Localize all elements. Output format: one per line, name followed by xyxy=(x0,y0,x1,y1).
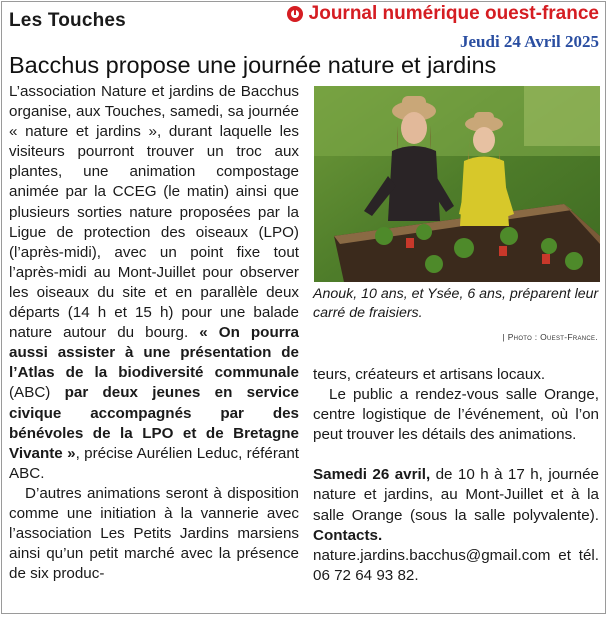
paragraph-5 xyxy=(313,465,599,586)
paragraph-3: teurs, créateurs et artisans locaux. xyxy=(313,366,546,383)
article-column-left xyxy=(9,82,299,584)
brand-name: Journal numérique ouest-france xyxy=(308,3,599,24)
paragraph-4: Le public a rendez-vous salle Orange, centre logistique de l’événement, où l’on peut trouver les détails des animations. xyxy=(313,386,599,444)
photo-credit: | Photo : Ouest-France. xyxy=(502,332,598,342)
paragraph-1 xyxy=(9,82,299,484)
article-photo xyxy=(314,86,600,282)
publication-date: Jeudi 24 Avril 2025 xyxy=(460,32,599,51)
brand-header xyxy=(287,3,599,25)
contact-details: nature.jardins.bacchus@gmail.com et tél. 06 72 64 93 82. xyxy=(313,546,599,584)
photo-caption: Anouk, 10 ans, et Ysée, 6 ans, préparent leur carré de fraisiers. xyxy=(313,286,599,321)
event-date-bold: Samedi 26 avril, xyxy=(313,466,431,484)
article-column-right xyxy=(313,365,599,586)
text-run: de 10 h à 17 h, journée nature et jardins, au Mont-Juillet et à la salle Orange (sous la salle polyvalente). xyxy=(313,466,599,524)
article-title: Bacchus propose une journée nature et jardins xyxy=(9,52,497,78)
contacts-label: Contacts. xyxy=(313,526,383,544)
quote-bold: « On pourra aussi assister à une présentation de l’Atlas de la biodiversité communale xyxy=(9,324,299,382)
quote-bold: par deux jeunes en service civique accompagnés par des bénévoles de la LPO et de Bretagne Vivante » xyxy=(9,384,299,462)
text-run: , précise Aurélien Leduc, référant ABC. xyxy=(9,444,299,482)
ouest-france-logo-icon xyxy=(287,6,303,22)
text-run: L’association Nature et jardins de Bacchus organise, aux Touches, samedi, sa journée « nature et jardins », durant laquelle les visiteurs pourront trouver un troc aux plantes, une animation compostage animée par la CCEG (le matin) ainsi que plusieurs sorties nature proposées par la Ligue de protection des oiseaux (LPO) (l’après-midi), avec un point fixe tout l’après-midi au Mont-Juillet pour observer les oiseaux du site et en parallèle deux départs (14 h et 15 h) pour une balade nature autour du bourg. xyxy=(9,83,299,342)
garden-photo-illustration xyxy=(314,86,600,282)
city-label: Les Touches xyxy=(9,10,126,31)
paragraph-2: D’autres animations seront à disposition comme une initiation à la vannerie avec l’association Les Petits Jardins marsiens ainsi qu’un petit marché avec la présence de six produc- xyxy=(9,484,299,583)
text-run: (ABC) xyxy=(9,384,65,402)
